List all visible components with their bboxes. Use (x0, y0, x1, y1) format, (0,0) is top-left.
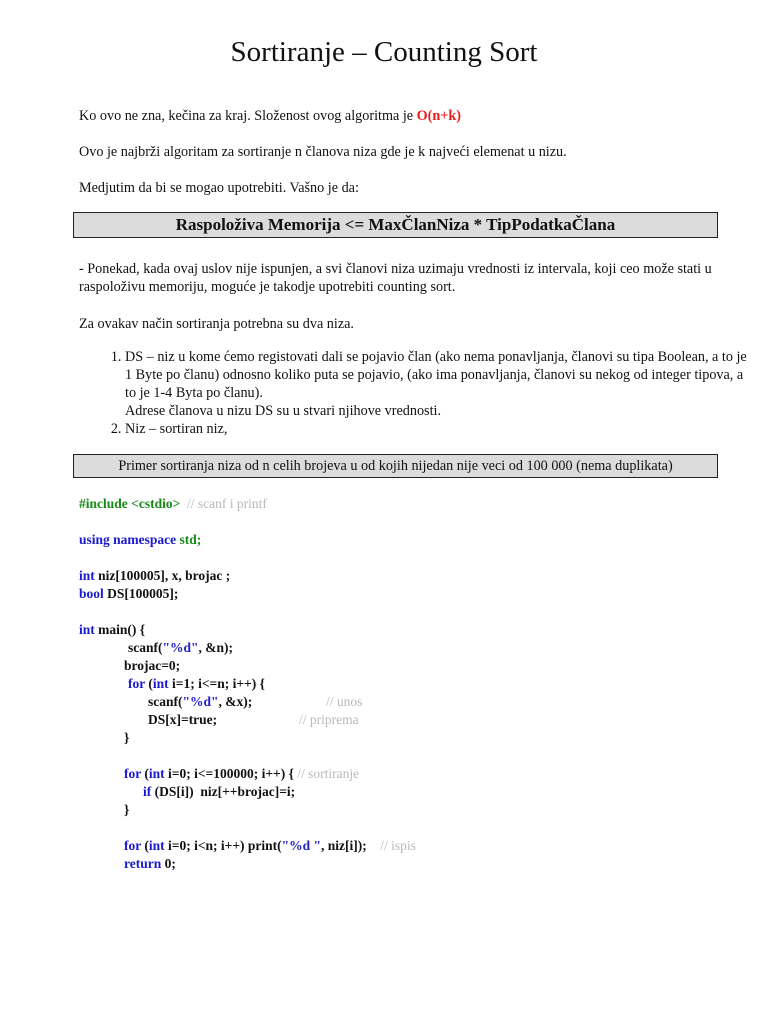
code-text: 0; (161, 856, 176, 871)
list-item-niz: Niz – sortiran niz, (125, 421, 228, 437)
code-text: ( (141, 766, 149, 781)
code-close-brace: } (124, 802, 130, 817)
code-keyword: if (143, 784, 152, 799)
comment-priprema: // priprema (299, 712, 359, 727)
code-text: i=1; i<=n; i++) { (168, 676, 265, 691)
code-keyword: for (124, 766, 141, 781)
code-for-sort (124, 765, 359, 783)
code-text: (DS[i]) niz[++brojac]=i; (151, 784, 296, 799)
code-scanf-n (128, 639, 233, 657)
code-text: DS[100005]; (103, 586, 179, 601)
code-keyword: using namespace (79, 532, 177, 547)
code-keyword: return (124, 856, 162, 871)
code-main (79, 621, 145, 639)
code-for-print (124, 837, 416, 855)
list-item (125, 420, 755, 438)
code-keyword: bool (79, 586, 104, 601)
code-comment: // scanf i printf (187, 496, 267, 511)
code-text: main() { (94, 622, 146, 637)
list-item (125, 348, 755, 420)
code-keyword: for (124, 838, 141, 853)
include-directive: #include <cstdio> (79, 496, 181, 511)
code-text: , niz[i]); (321, 838, 367, 853)
intro-line-3: Medjutim da bi se mogao upotrebiti. Vašno je da: (79, 180, 359, 196)
code-close-brace: } (124, 730, 130, 745)
code-brojac: brojac=0; (124, 658, 181, 673)
code-if (143, 783, 295, 801)
intro-text: Ko ovo ne zna, kečina za kraj. Složenost ovog algoritma je (79, 108, 417, 124)
intro-line-2: Ovo je najbrži algoritam za sortiranje n članova niza gde je k najveći elemenat u nizu. (79, 144, 567, 160)
code-text: ( (141, 838, 149, 853)
code-keyword: for (128, 676, 145, 691)
code-keyword: int (79, 568, 95, 583)
code-include (79, 495, 267, 513)
comment-unos: // unos (326, 694, 363, 709)
code-std: std; (176, 532, 202, 547)
code-for-read (128, 675, 265, 693)
code-text: , &x); (218, 694, 253, 709)
code-text: , &n); (198, 640, 233, 655)
example-box: Primer sortiranja niza od n celih brojeva u od kojih nijedan nije veci od 100 000 (nema duplikata) (73, 454, 718, 478)
code-comment (326, 693, 362, 711)
code-string: "%d " (281, 838, 322, 853)
code-text: ( (145, 676, 153, 691)
code-using (79, 531, 201, 549)
exception-paragraph: - Ponekad, kada ovaj uslov nije ispunjen, a svi članovi niza uzimaju vrednosti iz intervala, koji ceo može stati u raspoloživu memoriju, moguće je takodje upotrebiti counting sort. (79, 261, 712, 295)
arrays-list (79, 348, 755, 438)
comment-ispis: // ispis (380, 838, 416, 853)
intro-line (79, 107, 719, 125)
list-item-ds-extra: Adrese članova u nizu DS su u stvari njihove vrednosti. (125, 403, 442, 419)
arrays-paragraph: Za ovakav način sortiranja potrebna su dva niza. (79, 316, 354, 332)
complexity-label: O(n+k) (416, 108, 461, 124)
code-text: i=0; i<n; i++) print( (164, 838, 282, 853)
code-ds-assign: DS[x]=true; (148, 712, 218, 727)
code-keyword: int (148, 838, 165, 853)
code-decl-int (79, 567, 230, 585)
list-item-ds: DS – niz u kome ćemo registovati dali se pojavio član (ako nema ponavljanja, članovi su tipa Boolean, a to je 1 Byte po članu) odnosno koliko puta se pojavio, (ako ima ponavljanja, članovi su nekog od integer tipova, a to je 1-4 Byta po članu). (125, 349, 747, 401)
code-string: "%d" (162, 640, 199, 655)
code-keyword: int (148, 766, 165, 781)
code-text: i=0; i<=100000; i++) { (164, 766, 294, 781)
code-text: niz[100005], x, brojac ; (94, 568, 231, 583)
code-scanf-x (148, 693, 252, 711)
code-string: "%d" (182, 694, 219, 709)
code-comment (299, 711, 359, 729)
page-title: Sortiranje – Counting Sort (230, 36, 538, 68)
code-return (124, 855, 176, 873)
code-decl-bool (79, 585, 178, 603)
condition-box: Raspoloživa Memorija <= MaxČlanNiza * TipPodatkaČlana (73, 212, 718, 238)
code-keyword: int (152, 676, 169, 691)
comment-sortiranje: // sortiranje (297, 766, 360, 781)
code-text: scanf( (128, 640, 163, 655)
code-keyword: int (79, 622, 95, 637)
code-text: scanf( (148, 694, 183, 709)
